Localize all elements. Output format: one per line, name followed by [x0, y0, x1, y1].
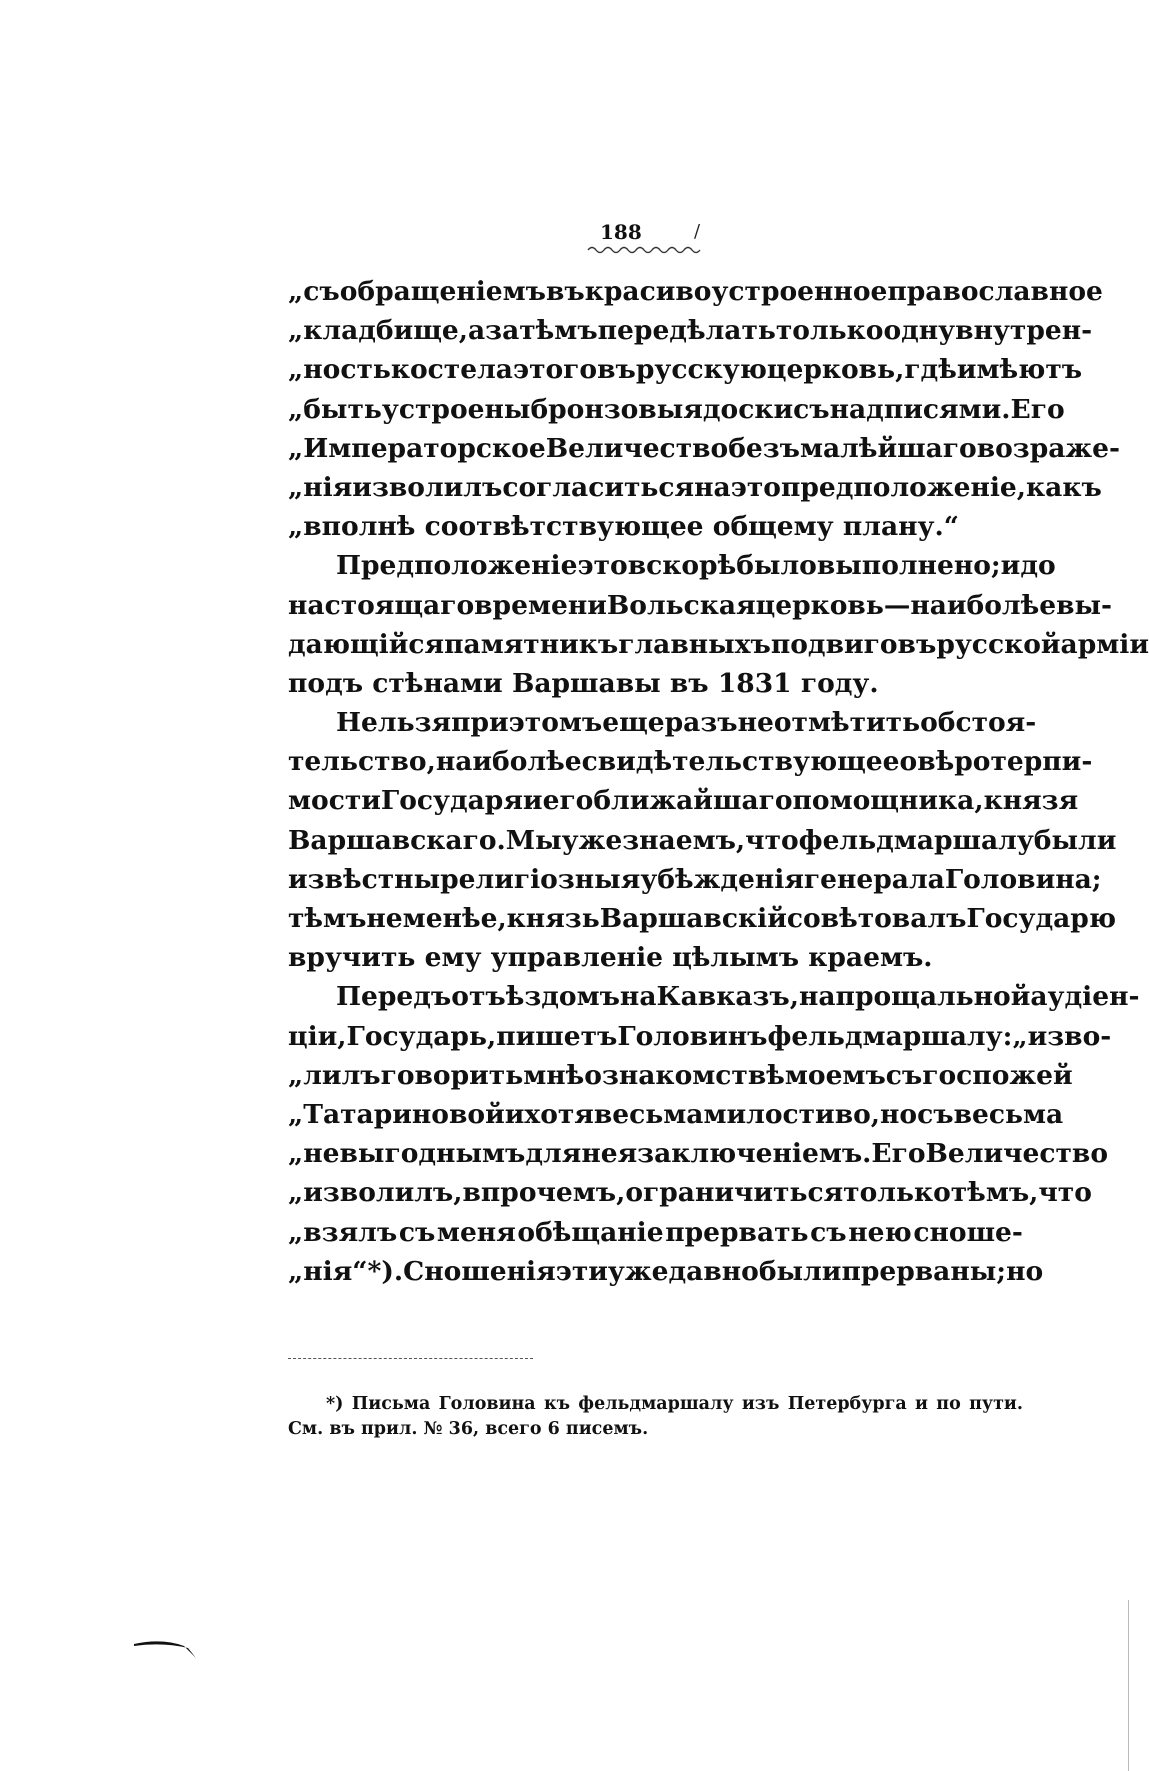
text-line: ціи, Государь, пишетъ Головинъ фельдмаршалу: „изво-	[288, 1020, 1112, 1052]
text-line: „невыгоднымъ для нея заключеніемъ. Его Величество	[288, 1138, 1109, 1170]
text-line: Варшавскаго. Мы уже знаемъ, что фельдмаршалу были	[288, 824, 1117, 856]
text-line: „изволилъ, впрочемъ, ограничиться только тѣмъ, что	[288, 1177, 1092, 1209]
text-line: „вполнѣ соотвѣтствующее общему плану.“	[288, 511, 959, 543]
page-number: 188	[600, 220, 642, 244]
footnote-separator	[288, 1358, 533, 1359]
text-line: настоящаго времени Вольская церковь — наиболѣе вы-	[288, 589, 1113, 621]
text-line: „быть устроены бронзовыя доски съ надписями. Его	[288, 393, 1065, 425]
text-line: „лилъ говорить мнѣ о знакомствѣ моемъ съ госпожей	[288, 1059, 1073, 1091]
text-line: вручить ему управленіе цѣлымъ краемъ.	[288, 942, 933, 974]
text-line: дающійся памятникъ главныхъ подвиговъ русской арміи	[288, 628, 1149, 660]
text-line: „Императорское Величество безъ малѣйшаго возраже-	[288, 432, 1121, 464]
text-line: подъ стѣнами Варшавы въ 1831 году.	[288, 667, 879, 699]
text-line: Предположеніе это вскорѣ было выполнено; и до	[336, 550, 1056, 582]
text-line: тельство, наиболѣе свидѣтельствующее о вѣротерпи-	[288, 746, 1093, 778]
ink-mark	[132, 1638, 202, 1660]
text-line: тѣмъ не менѣе, князь Варшавскій совѣтовалъ Государю	[288, 903, 1117, 934]
text-line: мости Государя и его ближайшаго помощника, князя	[288, 785, 1079, 817]
text-line: „нія“ *). Сношенія эти уже давно были прерваны; но	[288, 1255, 1044, 1287]
body-text	[288, 272, 1149, 1291]
paragraph-4	[288, 977, 1140, 1291]
footnote-line: См. въ прил. № 36, всего 6 писемъ.	[288, 1419, 649, 1439]
footnote-line: *) Письма Головина къ фельдмаршалу изъ Петербурга и по пути.	[326, 1394, 1023, 1414]
text-line: „ность костела этого въ русскую церковь, гдѣ имѣютъ	[288, 354, 1083, 386]
text-line: „кладбище, а затѣмъ передѣлать только одну внутрен-	[288, 315, 1093, 347]
paragraph-1	[288, 272, 1121, 546]
text-line: „нія изволилъ согласиться на это предположеніе, какъ	[288, 471, 1102, 503]
paragraph-2	[288, 546, 1149, 703]
text-line: Передъ отъѣздомъ на Кавказъ, на прощальной аудіен-	[336, 981, 1140, 1013]
pencil-mark: /	[694, 221, 701, 242]
text-line: „съ обращеніемъ въ красиво устроенное православное	[288, 276, 1103, 307]
text-line: „взялъ съ меня обѣщаніе прервать съ нею сноше-	[288, 1216, 1023, 1248]
scan-edge	[1128, 1600, 1129, 1771]
text-line: извѣстны религіозныя убѣжденія генерала Головина;	[288, 863, 1102, 895]
text-line: „Татариновой и хотя весьма милостиво, но съ весьма	[288, 1098, 1064, 1130]
text-line: Нельзя при этомъ еще разъ не отмѣтить обстоя-	[336, 707, 1037, 739]
footnote	[288, 1392, 1023, 1442]
page-number-underline-ornament	[588, 244, 700, 254]
paragraph-3	[288, 703, 1117, 977]
